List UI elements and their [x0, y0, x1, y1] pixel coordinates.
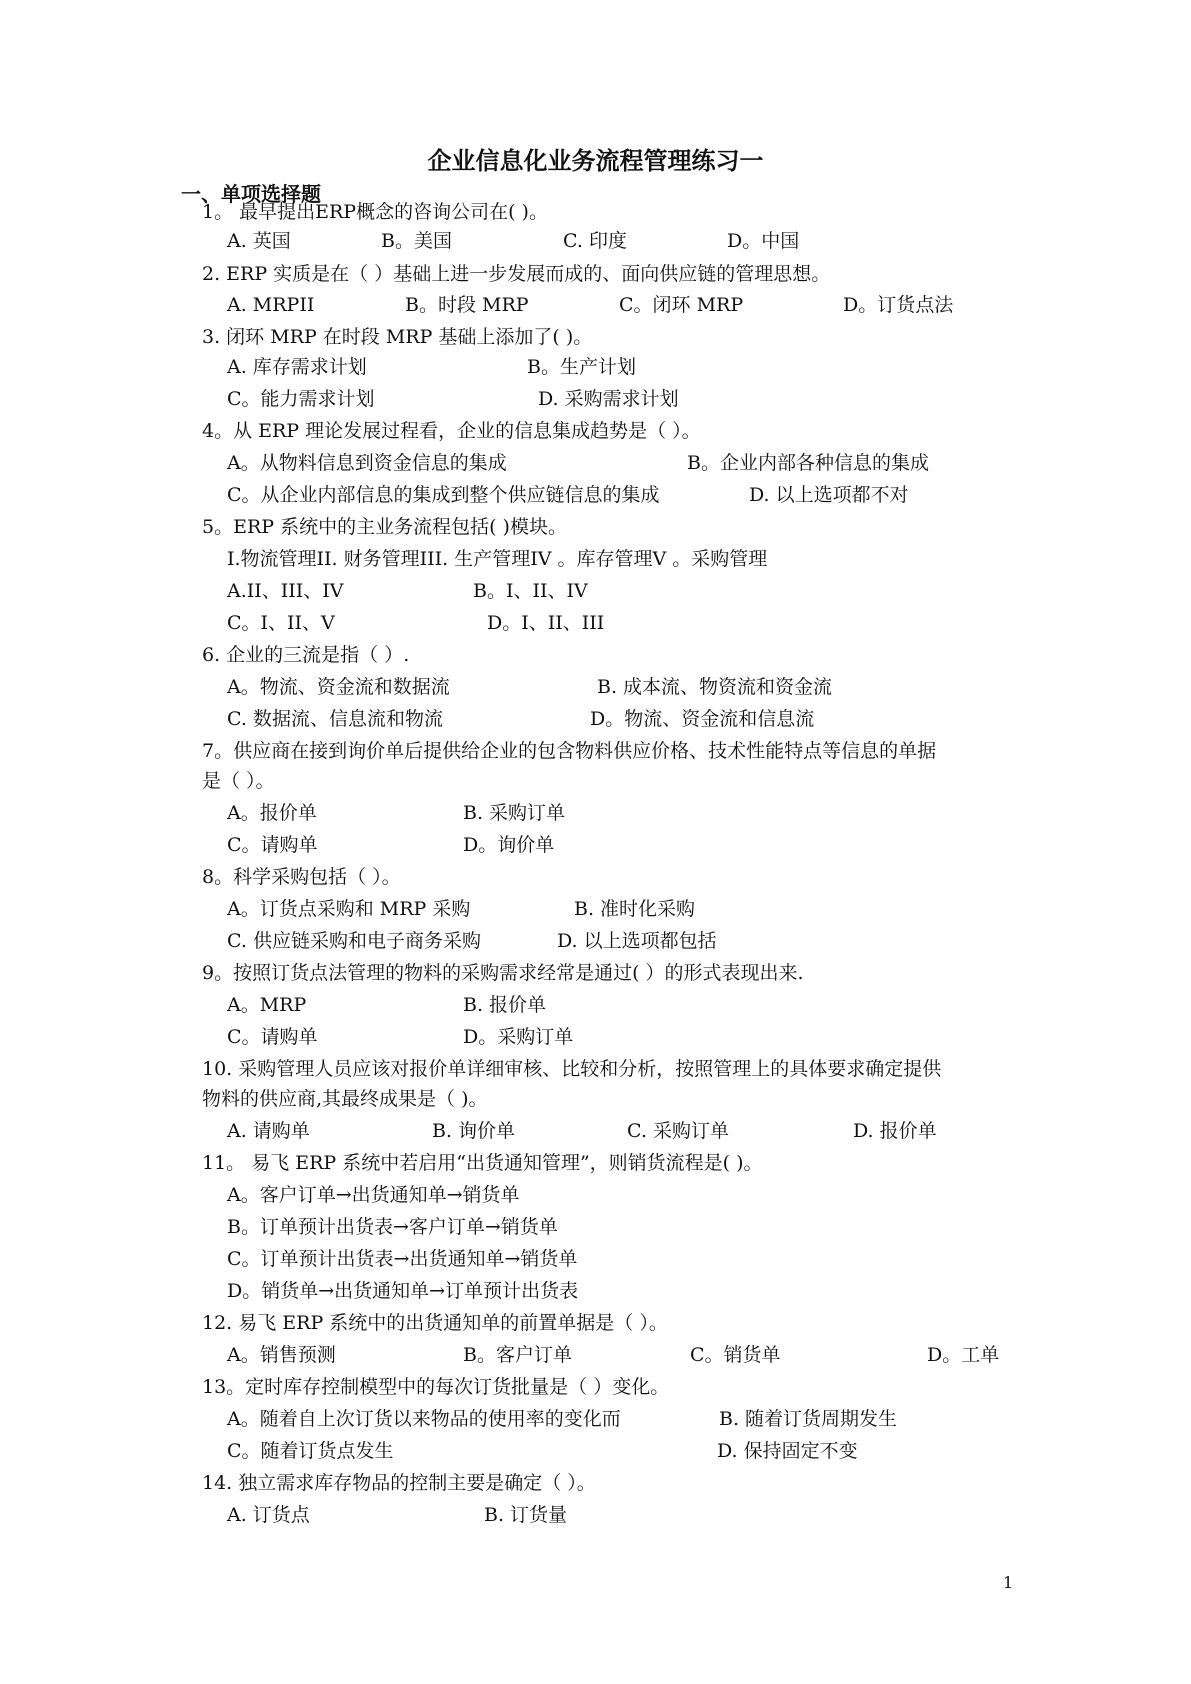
- option-b: B. 随着订货周期发生: [719, 1408, 898, 1430]
- question-text-line-2: I.物流管理II. 财务管理III. 生产管理IV 。库存管理V 。采购管理: [227, 548, 768, 570]
- option-c: C. 数据流、信息流和物流: [227, 708, 443, 730]
- option-a: A. 请购单: [227, 1120, 310, 1142]
- question-text: 2. ERP 实质是在（ ）基础上进一步发展而成的、面向供应链的管理思想。: [202, 263, 831, 285]
- option-d: D。采购订单: [463, 1026, 574, 1048]
- option-a: A。订货点采购和 MRP 采购: [227, 898, 471, 920]
- option-a: A。报价单: [227, 802, 317, 824]
- question-text: 9。按照订货点法管理的物料的采购需求经常是通过( ）的形式表现出来.: [202, 962, 804, 984]
- option-c: C。请购单: [227, 834, 318, 856]
- question-text: 10. 采购管理人员应该对报价单详细审核、比较和分析，按照管理上的具体要求确定提供: [202, 1058, 942, 1080]
- option-a: A。从物料信息到资金信息的集成: [227, 452, 507, 474]
- question-text: 4。从 ERP 理论发展过程看，企业的信息集成趋势是（ ）。: [202, 420, 701, 442]
- option-d: D. 报价单: [853, 1120, 937, 1142]
- option-d: D。订货点法: [843, 294, 954, 316]
- option-b: B。时段 MRP: [405, 294, 529, 316]
- option-b: B. 准时化采购: [574, 898, 696, 920]
- option-a: A。销售预测: [227, 1344, 336, 1366]
- option-c: C。随着订货点发生: [227, 1440, 394, 1462]
- question-text-line-2: 是（ ）。: [202, 770, 275, 792]
- question-text: 6. 企业的三流是指（ ）.: [202, 644, 410, 666]
- option-d: D。中国: [727, 230, 800, 252]
- option-d: D. 以上选项都不对: [749, 484, 909, 506]
- option-c: C。I、II、V: [227, 612, 335, 634]
- question-text: 1。 最早提出ERP概念的咨询公司在( )。: [202, 201, 548, 223]
- option-a: A.II、III、IV: [227, 580, 344, 602]
- option-c: C。订单预计出货表→出货通知单→销货单: [227, 1248, 578, 1270]
- question-text: 13。定时库存控制模型中的每次订货批量是（ ）变化。: [202, 1376, 670, 1398]
- option-c: C. 采购订单: [627, 1120, 729, 1142]
- option-d: D. 以上选项都包括: [557, 930, 717, 952]
- section-heading: 一、单项选择题: [181, 182, 321, 206]
- option-b: B. 采购订单: [463, 802, 566, 824]
- option-c: C。从企业内部信息的集成到整个供应链信息的集成: [227, 484, 660, 506]
- question-text: 7。供应商在接到询价单后提供给企业的包含物料供应价格、技术性能特点等信息的单据: [202, 740, 937, 762]
- option-c: C. 供应链采购和电子商务采购: [227, 930, 481, 952]
- option-a: A. MRPII: [227, 294, 315, 316]
- document-title: 企业信息化业务流程管理练习一: [427, 146, 764, 175]
- option-c: C. 印度: [563, 230, 627, 252]
- option-b: B。客户订单: [463, 1344, 572, 1366]
- question-text: 5。ERP 系统中的主业务流程包括( )模块。: [202, 516, 567, 538]
- option-b: B. 询价单: [432, 1120, 516, 1142]
- question-text: 3. 闭环 MRP 在时段 MRP 基础上添加了( )。: [202, 326, 593, 348]
- question-text-line-2: 物料的供应商,其最终成果是（ )。: [202, 1088, 488, 1110]
- option-d: D。物流、资金流和信息流: [590, 708, 815, 730]
- option-a: A。MRP: [227, 994, 307, 1016]
- option-b: B. 成本流、物资流和资金流: [597, 676, 833, 698]
- question-text: 12. 易飞 ERP 系统中的出货通知单的前置单据是（ ）。: [202, 1312, 668, 1334]
- option-d: D。工单: [927, 1344, 1000, 1366]
- option-a: A. 订货点: [227, 1504, 310, 1526]
- option-b: B. 报价单: [463, 994, 547, 1016]
- option-b: B。订单预计出货表→客户订单→销货单: [227, 1216, 558, 1238]
- option-d: D。销货单→出货通知单→订单预计出货表: [227, 1280, 579, 1302]
- page-number: 1: [1003, 1573, 1014, 1592]
- option-b: B. 订货量: [484, 1504, 568, 1526]
- option-b: B。企业内部各种信息的集成: [687, 452, 929, 474]
- question-text: 8。科学采购包括（ ）。: [202, 866, 401, 888]
- option-a: A. 英国: [227, 230, 291, 252]
- option-d: D. 保持固定不变: [717, 1440, 858, 1462]
- question-text: 14. 独立需求库存物品的控制主要是确定（ ）。: [202, 1472, 596, 1494]
- option-a: A。随着自上次订货以来物品的使用率的变化而: [227, 1408, 621, 1430]
- option-b: B。I、II、IV: [473, 580, 588, 602]
- option-b: B。生产计划: [527, 356, 636, 378]
- option-c: C。销货单: [690, 1344, 781, 1366]
- option-d: D。询价单: [463, 834, 555, 856]
- option-c: C。请购单: [227, 1026, 318, 1048]
- option-a: A. 库存需求计划: [227, 356, 367, 378]
- question-text: 11。 易飞 ERP 系统中若启用“出货通知管理”，则销货流程是( )。: [202, 1152, 763, 1174]
- option-b: B。美国: [381, 230, 452, 252]
- option-c: C。能力需求计划: [227, 388, 375, 410]
- option-d: D。I、II、III: [487, 612, 605, 634]
- option-c: C。闭环 MRP: [619, 294, 744, 316]
- option-d: D. 采购需求计划: [538, 388, 679, 410]
- option-a: A。客户订单→出货通知单→销货单: [227, 1184, 520, 1206]
- option-a: A。物流、资金流和数据流: [227, 676, 450, 698]
